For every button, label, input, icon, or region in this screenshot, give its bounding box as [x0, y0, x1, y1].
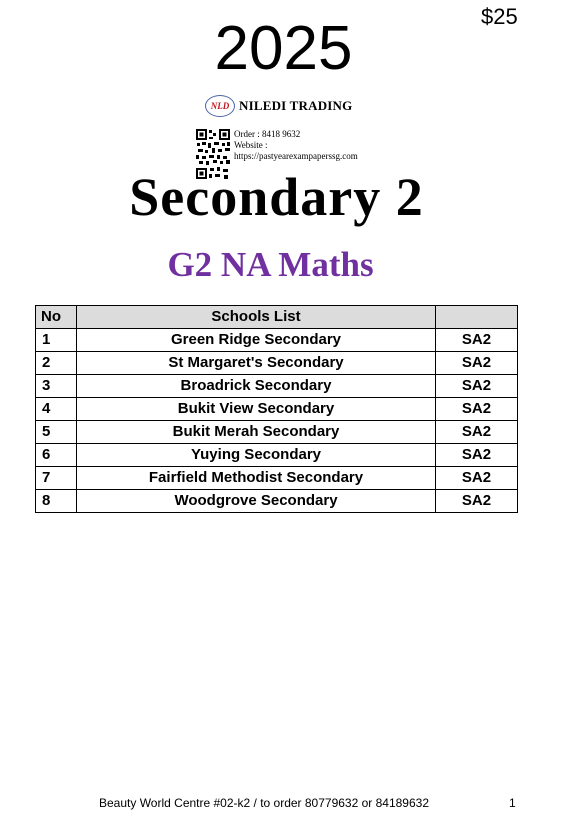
header-test	[436, 306, 518, 329]
table-row	[36, 490, 518, 513]
subject-title: G2 NA Maths	[167, 245, 374, 284]
row-test: SA2	[436, 352, 518, 375]
row-school: Woodgrove Secondary	[77, 490, 436, 513]
table-row	[36, 467, 518, 490]
company-name: NILEDI TRADING	[239, 98, 353, 113]
row-no: 2	[36, 352, 77, 375]
table-row	[36, 329, 518, 352]
row-no: 7	[36, 467, 77, 490]
page-number: 1	[509, 796, 516, 810]
table-row	[36, 421, 518, 444]
row-test: SA2	[436, 490, 518, 513]
row-school: Broadrick Secondary	[77, 375, 436, 398]
website-label: Website :	[234, 140, 268, 150]
row-no: 4	[36, 398, 77, 421]
row-test: SA2	[436, 467, 518, 490]
row-no: 8	[36, 490, 77, 513]
price-label: $25	[481, 4, 518, 29]
table-header-row	[36, 306, 518, 329]
header-schools-list: Schools List	[77, 306, 436, 329]
row-test: SA2	[436, 375, 518, 398]
row-test: SA2	[436, 329, 518, 352]
table-row	[36, 398, 518, 421]
table-row	[36, 352, 518, 375]
row-school: Bukit View Secondary	[77, 398, 436, 421]
table-row	[36, 444, 518, 467]
row-no: 5	[36, 421, 77, 444]
nld-logo-icon: NLD	[205, 95, 235, 117]
table-row	[36, 375, 518, 398]
schools-table	[35, 305, 518, 513]
order-phone: Order : 8418 9632	[234, 129, 301, 139]
row-school: Yuying Secondary	[77, 444, 436, 467]
level-title: Secondary 2	[129, 167, 424, 227]
row-school: Green Ridge Secondary	[77, 329, 436, 352]
footer-address: Beauty World Centre #02-k2 / to order 80779632 or 84189632	[99, 796, 429, 810]
row-school: Bukit Merah Secondary	[77, 421, 436, 444]
row-test: SA2	[436, 421, 518, 444]
row-test: SA2	[436, 398, 518, 421]
company-logo	[205, 94, 352, 118]
website-url: https://pastyearexampaperssg.com	[234, 151, 358, 161]
row-test: SA2	[436, 444, 518, 467]
row-no: 6	[36, 444, 77, 467]
row-school: Fairfield Methodist Secondary	[77, 467, 436, 490]
row-no: 3	[36, 375, 77, 398]
row-no: 1	[36, 329, 77, 352]
row-school: St Margaret's Secondary	[77, 352, 436, 375]
header-no: No	[36, 306, 77, 329]
year-heading: 2025	[214, 14, 353, 83]
